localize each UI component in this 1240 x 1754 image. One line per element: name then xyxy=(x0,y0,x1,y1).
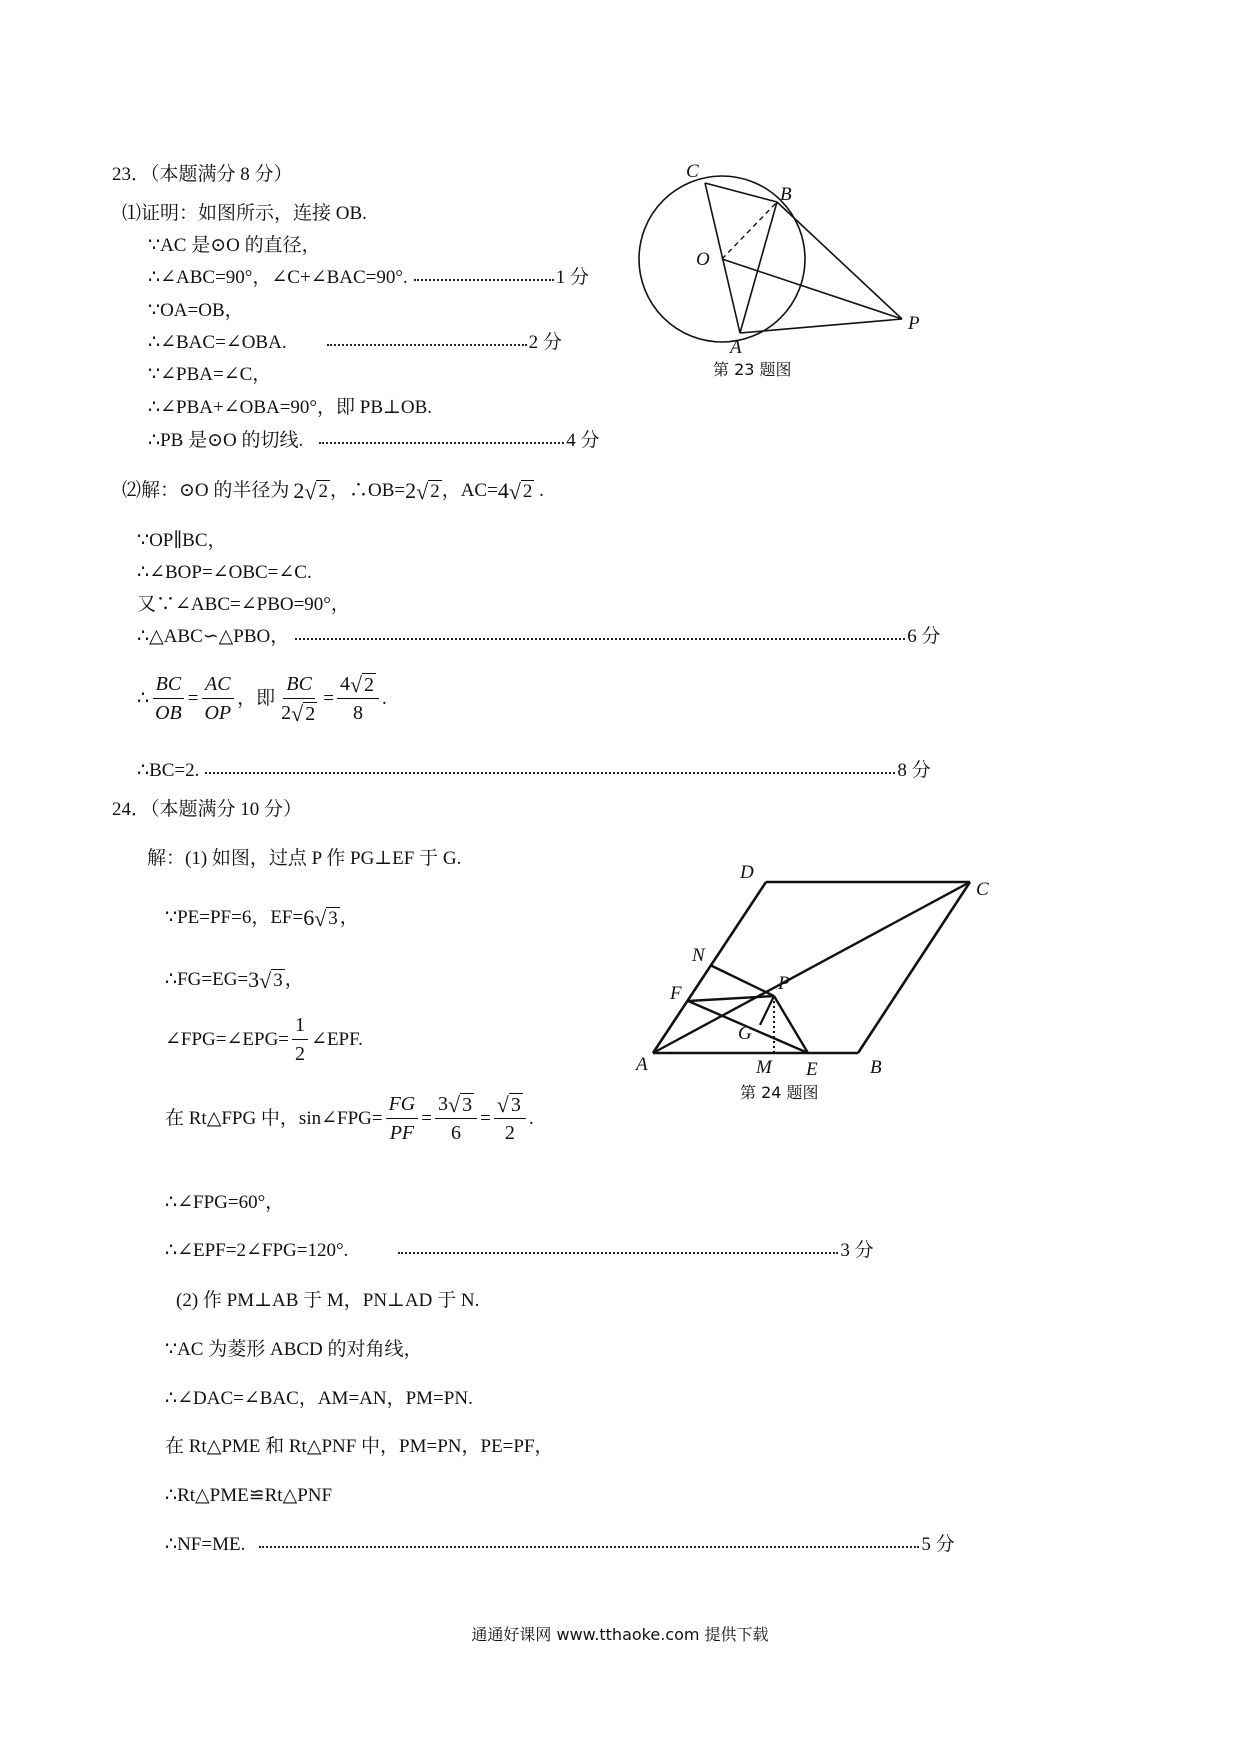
q23-score-4: 4 分 xyxy=(566,430,600,451)
q24-p1-line4-a: 在 Rt△FPG 中，sin∠FPG= xyxy=(165,1107,383,1129)
denominator: OB xyxy=(155,702,182,724)
q23-p1-line2 xyxy=(148,265,589,291)
q23-p2-intro-a: ⑵解：⊙O 的半径为 xyxy=(122,480,290,501)
q24-p1-intro: 解：(1) 如图，过点 P 作 PG⊥EF 于 G. xyxy=(147,848,462,869)
q24-p1-line4: 在 Rt△FPG 中，sin∠FPG= $\frac{FG}{PF}$ = 3 √ 3 6 = √ 3 2 . xyxy=(165,1091,534,1144)
sqrt-2: √ 2 xyxy=(304,478,328,504)
q23-p1-line7 xyxy=(148,428,600,454)
sqrt-3: √ 3 xyxy=(314,905,338,931)
sqrt-3: √ 3 xyxy=(259,967,283,993)
coef: 2 xyxy=(281,702,292,724)
q24-p2-line5-text: ∴NF=ME. xyxy=(165,1534,246,1555)
segment-ap xyxy=(740,319,902,333)
fig24-label-n: N xyxy=(692,945,705,966)
q23-p1-line2-text: ∴∠ABC=90°，∠C+∠BAC=90°. xyxy=(148,267,408,288)
fraction-4root2-8 xyxy=(337,672,379,725)
fig23-caption: 第 23 题图 xyxy=(713,360,792,379)
coef: 4 xyxy=(497,478,509,503)
radicand: 3 xyxy=(462,1093,473,1116)
sqrt-2: √ 2 xyxy=(508,478,533,504)
q23-p2-intro: ⑵解：⊙O 的半径为 2 √ 2 ，∴OB= 2 √ 2 ，AC= 4 √ 2 . xyxy=(122,478,544,504)
q23-p1-line5: ∵∠PBA=∠C， xyxy=(148,364,272,385)
fraction-bc-ob xyxy=(152,672,185,725)
coef: 4 xyxy=(339,673,350,695)
q23-p2-line1: ∵OP∥BC， xyxy=(137,530,227,551)
fig23-label-b: B xyxy=(780,184,792,205)
q24-p1-line6-text: ∴∠EPF=2∠FPG=120°. xyxy=(165,1240,349,1261)
leader-dots xyxy=(398,1240,838,1254)
segment-pn xyxy=(710,965,774,996)
q24-p1-line2: ∴FG=EG= 3 √ 3 ， xyxy=(165,967,304,993)
fig24-label-f: F xyxy=(670,983,682,1004)
radicand: 2 xyxy=(430,480,440,502)
fraction-half xyxy=(292,1013,308,1066)
fraction-fg-pf xyxy=(386,1092,419,1145)
fraction-bc-2root2 xyxy=(278,672,320,725)
q24-p2-line3: 在 Rt△PME 和 Rt△PNF 中，PM=PN，PE=PF， xyxy=(165,1436,554,1457)
radicand: 2 xyxy=(318,480,328,502)
radicand: 2 xyxy=(364,673,375,696)
q23-title: 23．（本题满分 8 分） xyxy=(112,164,293,185)
radicand: 3 xyxy=(328,907,338,929)
q23-p1-line4 xyxy=(148,330,562,356)
coef: 2 xyxy=(293,478,305,503)
q24-p1-line5: ∴∠FPG=60°， xyxy=(165,1192,285,1213)
radicand: 3 xyxy=(273,969,283,991)
denominator: 2 xyxy=(504,1121,515,1144)
leader-dots xyxy=(327,332,527,346)
fig24-label-m: M xyxy=(756,1057,772,1078)
numerator: BC xyxy=(153,672,185,699)
denominator: 8 xyxy=(353,702,363,724)
fig23-label-c: C xyxy=(686,161,699,182)
q23-p2-line3: 又∵∠ABC=∠PBO=90°， xyxy=(137,594,350,615)
denominator: 2 √ 2 xyxy=(281,700,316,726)
q24-p2-line1: ∵AC 为菱形 ABCD 的对角线， xyxy=(165,1339,423,1360)
q23-p2-line4 xyxy=(137,624,941,650)
fig24-label-e: E xyxy=(806,1059,818,1080)
q23-p1-line4-text: ∴∠BAC=∠OBA. xyxy=(148,332,287,353)
numerator: FG xyxy=(386,1092,419,1119)
radicand: 2 xyxy=(522,480,533,502)
numerator: 4 √ 2 xyxy=(337,672,379,699)
numerator: √ 3 xyxy=(494,1093,526,1119)
numerator: BC xyxy=(283,672,315,699)
segment-cb xyxy=(705,183,777,202)
q23-p2-line2: ∴∠BOP=∠OBC=∠C. xyxy=(137,562,312,583)
fig24-label-g: G xyxy=(738,1023,752,1044)
leader-dots xyxy=(414,267,554,281)
q23-p1-intro: ⑴证明：如图所示，连接 OB. xyxy=(122,203,367,224)
radicand: 2 xyxy=(305,702,316,725)
q23-p2-line6-text: ∴BC=2. xyxy=(137,760,200,781)
figure-24 xyxy=(630,865,1010,1105)
segment-op xyxy=(722,259,902,319)
coef: 3 xyxy=(437,1093,448,1115)
q23-score-6: 6 分 xyxy=(907,626,941,647)
therefore: ∴ xyxy=(137,687,150,709)
segment-bp xyxy=(777,202,902,319)
denominator: 6 xyxy=(451,1122,462,1144)
leader-dots xyxy=(205,760,895,774)
fig23-label-o: O xyxy=(696,249,710,270)
leader-dots xyxy=(295,626,905,640)
q24-p2-line4: ∴Rt△PME≌Rt△PNF xyxy=(165,1485,333,1506)
rhombus-cb xyxy=(858,882,970,1053)
fraction-3root3-6 xyxy=(435,1092,477,1145)
q24-p1-line3-a: ∠FPG=∠EPG= xyxy=(165,1028,290,1050)
numerator: 1 xyxy=(292,1013,308,1040)
q23-p1-line7-text: ∴PB 是⊙O 的切线. xyxy=(148,430,304,451)
q24-title: 24．（本题满分 10 分） xyxy=(112,799,303,820)
q24-p2-line5 xyxy=(165,1532,955,1558)
q23-p1-line3: ∵OA=OB， xyxy=(148,300,244,321)
fig24-label-c: C xyxy=(976,879,989,900)
q24-p1-line1: ∵PE=PF=6，EF= 6 √ 3 ， xyxy=(165,905,359,931)
fig24-label-d: D xyxy=(740,865,754,883)
ji: ，即 xyxy=(237,687,276,709)
q24-p1-line1-a: ∵PE=PF=6，EF= xyxy=(165,907,304,928)
q24-score-3: 3 分 xyxy=(840,1240,874,1261)
segment-pg xyxy=(760,996,774,1025)
fig24-label-p: P xyxy=(778,973,790,994)
fig24-label-b: B xyxy=(870,1057,882,1078)
q23-p1-line6: ∴∠PBA+∠OBA=90°，即 PB⊥OB. xyxy=(148,397,433,418)
coef: 2 xyxy=(405,478,417,503)
q24-p1-line3 xyxy=(165,1013,363,1066)
q23-p2-line6 xyxy=(137,758,931,784)
segment-pf xyxy=(688,996,774,1001)
q24-p1-line6 xyxy=(165,1238,874,1264)
coef: 6 xyxy=(303,905,315,930)
q24-p2-line2: ∴∠DAC=∠BAC，AM=AN，PM=PN. xyxy=(165,1388,473,1409)
q23-p2-fraction-line: ∴ $\frac{BC}{OB}$ = $\frac{AC}{OP}$ ，即 BC 2 √ 2 = 4 √ 2 8 . xyxy=(137,671,387,726)
q23-p2-intro-c: ，AC= xyxy=(441,480,498,501)
q23-score-1: 1 分 xyxy=(555,267,590,288)
q23-p2-intro-b: ，∴OB= xyxy=(329,480,406,501)
q23-score-2: 2 分 xyxy=(528,332,562,353)
q23-score-8: 8 分 xyxy=(897,760,931,781)
fig24-label-a: A xyxy=(636,1054,648,1075)
sqrt-2: √ 2 xyxy=(416,478,440,504)
leader-dots xyxy=(319,430,564,444)
diagonal-ac xyxy=(653,882,970,1053)
coef: 3 xyxy=(248,967,260,992)
q23-p2-line4-text: ∴△ABC∽△PBO， xyxy=(137,626,290,647)
q24-score-5: 5 分 xyxy=(921,1534,955,1555)
fig23-label-a: A xyxy=(730,337,742,358)
q24-p2-intro: (2) 作 PM⊥AB 于 M，PN⊥AD 于 N. xyxy=(176,1290,480,1311)
page-footer: 通通好课网 www.tthaoke.com 提供下载 xyxy=(471,1625,769,1644)
fraction-ac-op xyxy=(201,672,234,725)
figure-23 xyxy=(630,155,950,375)
numerator: AC xyxy=(202,672,234,699)
q24-p1-line2-a: ∴FG=EG= xyxy=(165,969,249,990)
radicand: 3 xyxy=(510,1093,521,1116)
fraction-root3-2 xyxy=(494,1093,526,1145)
leader-dots xyxy=(259,1534,919,1548)
fig24-caption: 第 24 题图 xyxy=(740,1083,819,1102)
q23-p1-line1: ∵AC 是⊙O 的直径， xyxy=(148,235,321,256)
numerator: 3 √ 3 xyxy=(435,1092,477,1119)
fig23-label-p: P xyxy=(908,313,920,334)
denominator: 2 xyxy=(295,1043,306,1065)
q24-p1-line3-b: ∠EPF. xyxy=(311,1028,363,1050)
denominator: OP xyxy=(204,702,232,724)
denominator: PF xyxy=(389,1122,415,1144)
